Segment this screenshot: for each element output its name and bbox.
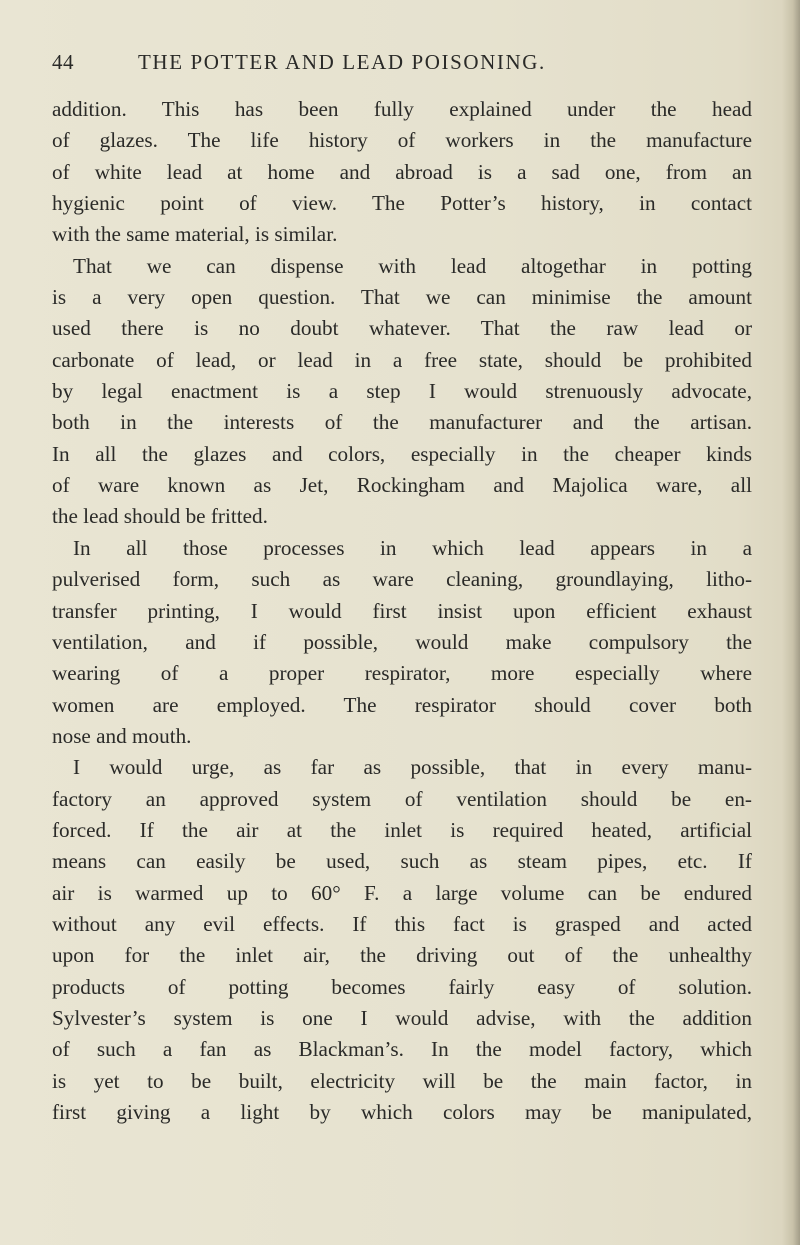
text-line: upon for the inlet air, the driving out of the unhealthy bbox=[52, 943, 752, 968]
text-line: by legal enactment is a step I would strenuously advocate, bbox=[52, 379, 752, 404]
text-line: In all those processes in which lead appears in a bbox=[73, 535, 752, 560]
page-number: 44 bbox=[52, 50, 74, 74]
page-edge-shadow bbox=[782, 0, 800, 1245]
text-line: with the same material, is similar. bbox=[52, 222, 338, 247]
text-line: products of potting becomes fairly easy of solution. bbox=[52, 974, 752, 999]
text-line: the lead should be fritted. bbox=[52, 504, 268, 529]
text-line: of such a fan as Blackman’s. In the model factory, which bbox=[52, 1037, 752, 1062]
text-line: In all the glazes and colors, especially in the cheaper kinds bbox=[52, 441, 752, 466]
text-line: Sylvester’s system is one I would advise, with the addition bbox=[52, 1005, 752, 1030]
text-line: wearing of a proper respirator, more especially where bbox=[52, 661, 752, 686]
text-line: is yet to be built, electricity will be the main factor, in bbox=[52, 1068, 752, 1093]
text-line: carbonate of lead, or lead in a free state, should be prohibited bbox=[52, 347, 752, 372]
text-line: first giving a light by which colors may be manipulated, bbox=[52, 1100, 752, 1124]
text-line: ventilation, and if possible, would make compulsory the bbox=[52, 629, 752, 654]
text-line: addition. This has been fully explained under the head bbox=[52, 97, 752, 121]
text-line: of ware known as Jet, Rockingham and Majolica ware, all bbox=[52, 473, 752, 498]
text-line: without any evil effects. If this fact is grasped and acted bbox=[52, 911, 752, 936]
text-line: That we can dispense with lead altogethar in potting bbox=[73, 253, 752, 278]
text-line: I would urge, as far as possible, that in every manu- bbox=[73, 755, 752, 780]
text-line: women are employed. The respirator should cover both bbox=[52, 692, 752, 717]
text-line: transfer printing, I would first insist upon efficient exhaust bbox=[52, 598, 752, 623]
text-line: air is warmed up to 60° F. a large volume can be endured bbox=[52, 880, 752, 905]
text-line: of white lead at home and abroad is a sad one, from an bbox=[52, 159, 752, 184]
text-line: both in the interests of the manufacturer and the artisan. bbox=[52, 410, 752, 435]
text-line: is a very open question. That we can minimise the amount bbox=[52, 285, 752, 310]
text-line: pulverised form, such as ware cleaning, groundlaying, litho- bbox=[52, 567, 752, 592]
text-line: factory an approved system of ventilation should be en- bbox=[52, 786, 752, 811]
text-line: nose and mouth. bbox=[52, 723, 192, 748]
text-line: means can easily be used, such as steam pipes, etc. If bbox=[52, 849, 752, 874]
running-title: THE POTTER AND LEAD POISONING. bbox=[138, 50, 546, 74]
text-line: hygienic point of view. The Potter’s history, in contact bbox=[52, 191, 752, 216]
text-line: forced. If the air at the inlet is required heated, artificial bbox=[52, 817, 752, 842]
page-header bbox=[52, 50, 752, 82]
text-line: used there is no doubt whatever. That the raw lead or bbox=[52, 316, 752, 341]
text-line: of glazes. The life history of workers in the manufacture bbox=[52, 128, 752, 153]
body-text bbox=[52, 94, 752, 1128]
